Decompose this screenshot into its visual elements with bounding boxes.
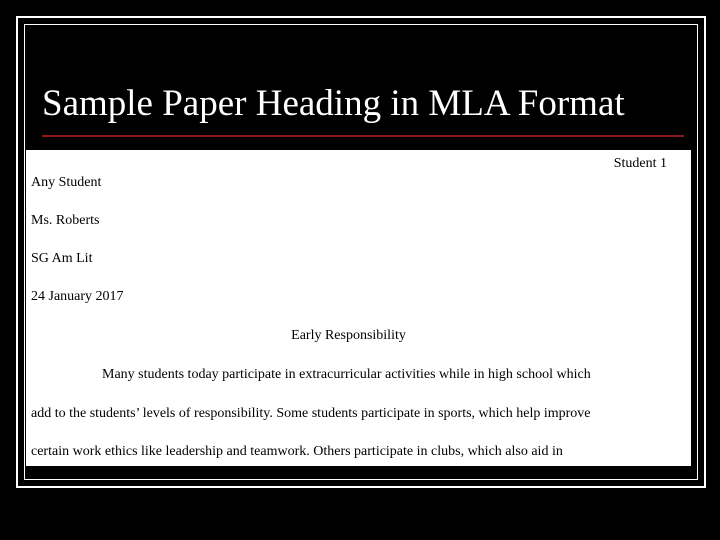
heading-date: 24 January 2017 (31, 289, 124, 304)
title-divider (42, 135, 684, 137)
body-line: certain work ethics like leadership and teamwork. Others participate in clubs, which also aid in (31, 444, 563, 459)
body-line: add to the students’ levels of responsibility. Some students participate in sports, which help improve (31, 406, 591, 421)
paper-sample (26, 150, 691, 466)
heading-course: SG Am Lit (31, 251, 93, 266)
heading-teacher-name: Ms. Roberts (31, 213, 100, 228)
heading-student-name: Any Student (31, 175, 102, 190)
page-header: Student 1 (613, 156, 667, 171)
slide-title: Sample Paper Heading in MLA Format (42, 83, 625, 124)
essay-title: Early Responsibility (291, 328, 406, 343)
body-line: Many students today participate in extracurricular activities while in high school which (102, 367, 591, 382)
